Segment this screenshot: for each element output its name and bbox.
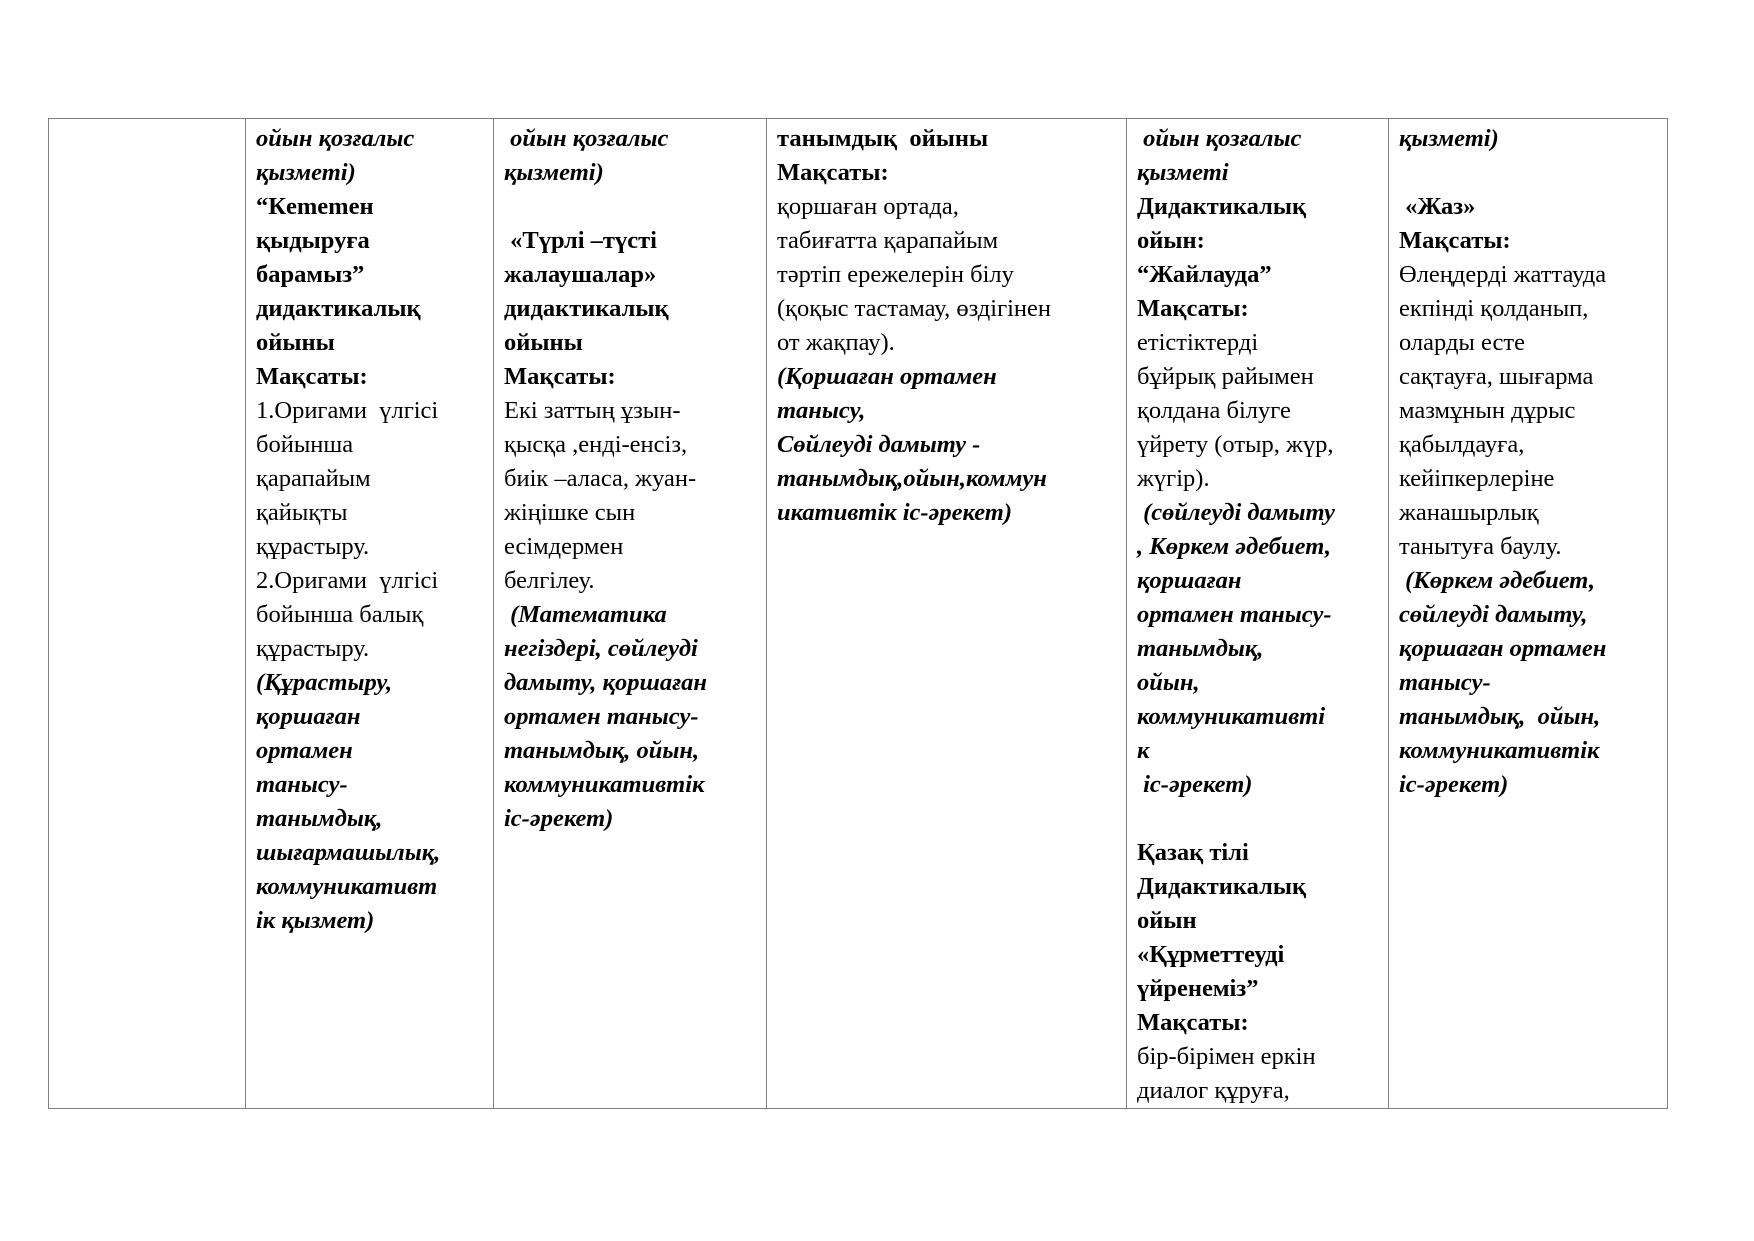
cell-text-line: жалаушалар» xyxy=(504,261,657,288)
cell-text-line: жүгір). xyxy=(1137,465,1210,492)
cell-text-line: бұйрық райымен xyxy=(1137,363,1314,390)
cell-text-line: коммуникативті xyxy=(1137,703,1326,730)
schedule-table xyxy=(48,118,1668,1109)
cell-text-line: сөйлеуді дамыту, xyxy=(1399,601,1588,628)
cell-text-line: құрастыру. xyxy=(256,635,370,662)
cell-text-line: икативтік іс-әрекет) xyxy=(777,499,1013,526)
cell-text-line: от жақпау). xyxy=(777,329,895,356)
cell-text-line: дидактикалық xyxy=(504,295,669,322)
cell-text-line: қабылдауға, xyxy=(1399,431,1525,458)
table-cell-col-3 xyxy=(494,119,767,1109)
cell-text-line: «Түрлі –түсті xyxy=(504,227,657,254)
cell-text-line: ойын xyxy=(1137,907,1197,934)
table-cell-col-6 xyxy=(1389,119,1668,1109)
cell-text-line: дидактикалық xyxy=(256,295,421,322)
cell-text-line: Екі заттың ұзын- xyxy=(504,397,681,424)
cell-text-line: Мақсаты: xyxy=(1399,227,1511,254)
cell-text-line xyxy=(1137,802,1383,836)
cell-text-line: танысу- xyxy=(1399,669,1491,696)
cell-text-line: Мақсаты: xyxy=(504,363,616,390)
cell-text-line: , Көркем әдебиет, xyxy=(1137,533,1332,560)
cell-text-line: іс-әрекет) xyxy=(1137,771,1253,798)
cell-text-line: диалог құруға, xyxy=(1137,1077,1290,1104)
cell-text-line: қоршаған ортамен xyxy=(1399,635,1607,662)
cell-text-line: үйренеміз” xyxy=(1137,975,1259,1002)
cell-text-line: қызметі) xyxy=(504,159,604,186)
cell-text-line: қоршаған xyxy=(256,703,361,730)
cell-text-line: қызметі) xyxy=(1399,125,1499,152)
cell-text-line: ойыны xyxy=(256,329,335,356)
cell-text-line: негіздері, сөйлеуді xyxy=(504,635,698,662)
cell-text-line: (қоқыс тастамау, өздігінен xyxy=(777,295,1052,322)
cell-text-line: жіңішке сын xyxy=(504,499,636,526)
cell-text-line: (Математика xyxy=(504,601,667,628)
cell-text-line: дамыту, қоршаған xyxy=(504,669,708,696)
cell-text-line: ойыны xyxy=(504,329,583,356)
cell-text-line: бойынша балық xyxy=(256,601,424,628)
cell-text-line: тәртіп ережелерін білу xyxy=(777,261,1014,288)
cell-text-line: ік қызмет) xyxy=(256,907,375,934)
cell-text-line: ойын қозғалыс xyxy=(1137,125,1302,152)
cell-text-line: 1.Оригами үлгісі xyxy=(256,397,439,424)
cell-text-line: «Құрметтеуді xyxy=(1137,941,1285,968)
cell-text-line: қыдыруға xyxy=(256,227,370,254)
cell-text-line: 2.Оригами үлгісі xyxy=(256,567,439,594)
cell-text-line: «Жаз» xyxy=(1399,193,1476,220)
cell-text-line: қызметі) xyxy=(256,159,356,186)
cell-text-line: танытуға баулу. xyxy=(1399,533,1562,560)
cell-text-line: коммуникативт xyxy=(256,873,438,900)
cell-text-line: танымдық, ойын, xyxy=(504,737,700,764)
cell-text-line: сақтауға, шығарма xyxy=(1399,363,1594,390)
cell-text-line: құрастыру. xyxy=(256,533,370,560)
cell-text-line: қысқа ,енді-енсіз, xyxy=(504,431,688,458)
cell-text-line: (сөйлеуді дамыту xyxy=(1137,499,1335,526)
cell-text-line: танымдық, ойын, xyxy=(1399,703,1601,730)
cell-text-line: мазмұнын дұрыс xyxy=(1399,397,1576,424)
cell-text-line xyxy=(1399,156,1662,190)
table-cell-col-1 xyxy=(49,119,246,1109)
cell-text-line: ортамен xyxy=(256,737,353,764)
cell-text-line: іс-әрекет) xyxy=(1399,771,1509,798)
cell-text-line: танымдық,ойын,коммун xyxy=(777,465,1047,492)
cell-text-line: ойын қозғалыс xyxy=(256,125,415,152)
cell-text-line: Дидактикалық xyxy=(1137,873,1307,900)
cell-text-line: “Кememен xyxy=(256,193,374,220)
cell-text-line: Мақсаты: xyxy=(256,363,368,390)
cell-text-line: қызметі xyxy=(1137,159,1229,186)
cell-text-line: к xyxy=(1137,737,1150,764)
cell-text-line: есімдермен xyxy=(504,533,624,560)
cell-text-line: бойынша xyxy=(256,431,354,458)
cell-text-line: ортамен танысу- xyxy=(504,703,699,730)
cell-text-line: оларды есте xyxy=(1399,329,1525,356)
cell-text-line: (Көркем әдебиет, xyxy=(1399,567,1596,594)
cell-text-line: ойын: xyxy=(1137,227,1205,254)
cell-text-line: қарапайым xyxy=(256,465,371,492)
cell-text-line: “Жайлауда” xyxy=(1137,261,1272,288)
cell-text-line: танымдық, xyxy=(256,805,383,832)
cell-text-line: барамыз” xyxy=(256,261,365,288)
cell-text-line: табиғатта қарапайым xyxy=(777,227,999,254)
cell-text-line: (Қоршаған ортамен xyxy=(777,363,997,390)
cell-text-line: танысу- xyxy=(256,771,348,798)
table-cell-col-5 xyxy=(1127,119,1389,1109)
cell-text-line: ортамен танысу- xyxy=(1137,601,1332,628)
cell-text-line: қоршаған xyxy=(1137,567,1242,594)
cell-text-line: кейіпкерлеріне xyxy=(1399,465,1555,492)
cell-text-line: екпінді қолданып, xyxy=(1399,295,1589,322)
cell-text-line: Дидактикалық xyxy=(1137,193,1307,220)
cell-text-line: белгілеу. xyxy=(504,567,595,594)
cell-text-line: коммуникативтік xyxy=(504,771,705,798)
cell-text-line: ойын, xyxy=(1137,669,1200,696)
cell-text-line: бір-бірімен еркін xyxy=(1137,1043,1316,1070)
cell-text-line: ойын қозғалыс xyxy=(504,125,669,152)
cell-text-line: танысу, xyxy=(777,397,866,424)
cell-text-line: Мақсаты: xyxy=(1137,295,1249,322)
cell-text-line: шығармашылық, xyxy=(256,839,441,866)
cell-text-line: қайықты xyxy=(256,499,348,526)
cell-text-line: іс-әрекет) xyxy=(504,805,614,832)
cell-text-line: Өлеңдерді жаттауда xyxy=(1399,261,1607,288)
cell-text-line: танымдық ойыны xyxy=(777,125,989,152)
cell-text-line: Мақсаты: xyxy=(1137,1009,1249,1036)
cell-text-line: (Құрастыру, xyxy=(256,669,393,696)
cell-text-line: биік –аласа, жуан- xyxy=(504,465,697,492)
table-row xyxy=(49,119,1668,1109)
cell-text-line: етістіктерді xyxy=(1137,329,1259,356)
cell-text-line: жанашырлық xyxy=(1399,499,1539,526)
table-cell-col-2 xyxy=(246,119,494,1109)
cell-text-line: Сөйлеуді дамыту - xyxy=(777,431,981,458)
cell-text-line xyxy=(504,190,761,224)
cell-text-line: коммуникативтік xyxy=(1399,737,1600,764)
table-cell-col-4 xyxy=(767,119,1127,1109)
cell-text-line: қоршаған ортада, xyxy=(777,193,959,220)
cell-text-line: Мақсаты: xyxy=(777,159,889,186)
cell-text-line: Қазақ тілі xyxy=(1137,839,1249,866)
cell-text-line: үйрету (отыр, жүр, xyxy=(1137,431,1334,458)
cell-text-line: қолдана білуге xyxy=(1137,397,1291,424)
cell-text-line: танымдық, xyxy=(1137,635,1264,662)
